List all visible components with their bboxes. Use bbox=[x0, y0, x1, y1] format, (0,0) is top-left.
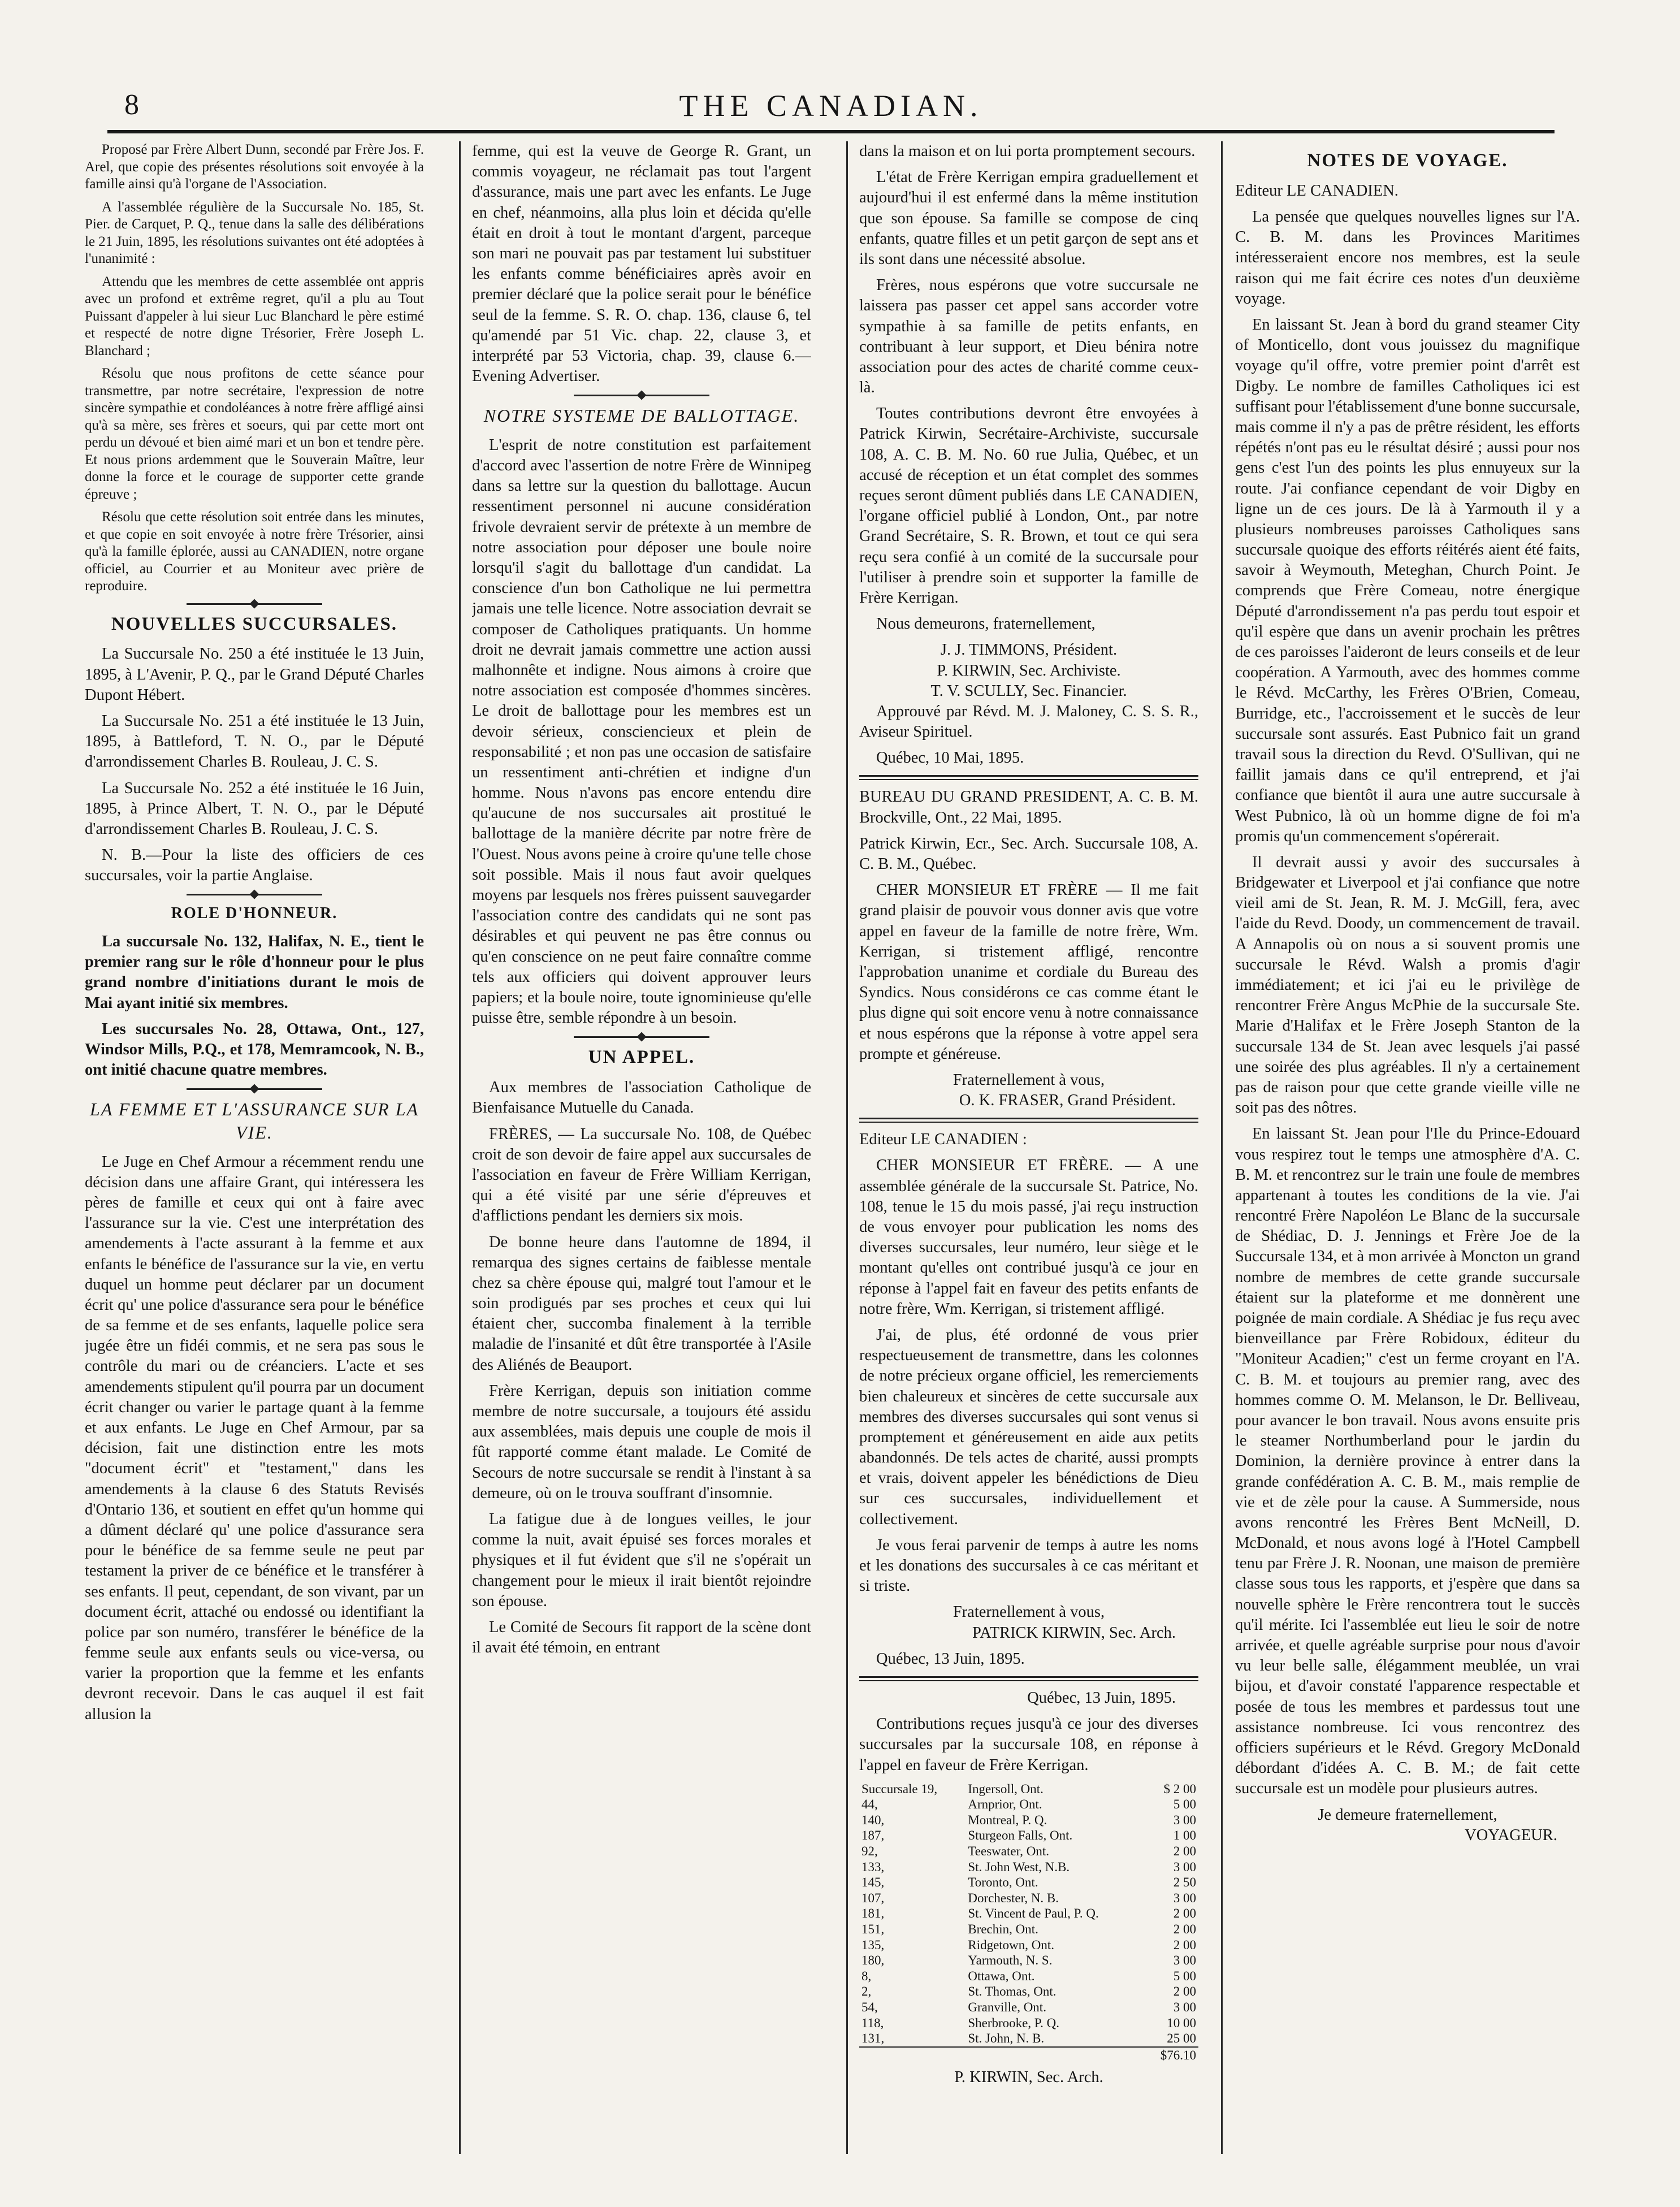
contribution-place: Sturgeon Falls, Ont. bbox=[968, 1828, 1073, 1843]
contribution-no: 44, bbox=[861, 1797, 878, 1812]
contribution-row bbox=[859, 1984, 1198, 2000]
paragraph: Approuvé par Révd. M. J. Maloney, C. S. S. R., Aviseur Spirituel. bbox=[859, 702, 1198, 741]
paragraph: Le Juge en Chef Armour a récemment rendu une décision dans une affaire Grant, qui intéressera les pères de famille et ceux qui ont à faire avec l'assurance sur la vie. C'est une interprétation des amendements à l'acte assurant à la femme et aux enfants le bénéfice de l'assurance sur la vie, en vertu duquel un homme peut déclarer par un document écrit qu' une police d'assurance sera pour le bénéfice de sa femme et de ses enfants, laquelle police sera jugée être un fidéi commis, et ne sera pas sous le contrôle du mari ou de créanciers. L'acte et ses amendements stipulent qu'il pourra par un document écrit changer ou varier le partage quant à la femme et aux enfants. Le Juge en Chef Armour, par sa décision, fait une distinction entre les mots "document écrit" et "testament," dans les amendements à la clause 6 des Statuts Revisés d'Ontario 136, et soutient en effet qu'un homme qui a dûment déclaré qu' une police d'assurance sera pour le bénéfice de sa femme seule ne peut par testament la priver de ce bénéfice et le transférer à ses enfants. Il peut, cependant, de son vivant, par un document écrit, attaché ou endossé ou identifiant la police par son numéro, transférer le bénéfice de la femme seule aux enfants seuls ou vice-versa, ou varier la proportion que la femme et les enfants devront recevoir. Dans le cas auquel il est fait allusion la bbox=[85, 1153, 424, 1723]
contributions-table bbox=[859, 1781, 1198, 2063]
contribution-no: 118, bbox=[861, 2015, 884, 2030]
contribution-row bbox=[859, 1828, 1198, 1844]
section-heading: UN APPEL. bbox=[588, 1047, 695, 1068]
signature: VOYAGEUR. bbox=[1465, 1826, 1557, 1844]
contribution-place: St. Thomas, Ont. bbox=[968, 1984, 1057, 1999]
contribution-no: 135, bbox=[861, 1937, 885, 1952]
contribution-place: Brechin, Ont. bbox=[968, 1922, 1038, 1937]
page-number: 8 bbox=[124, 89, 139, 121]
paragraph: Résolu que nous profitons de cette séance pour transmettre, par notre secrétaire, l'expression de notre sincère sympathie et condoléances à notre frère affligé ainsi qu'à sa mère, ses frères et soeurs, qui par cette mort ont perdu un dévoué et bien aimé mari et un bon et tendre père. Et nous prions ardemment que le Souverain Maître, leur donne la force et le courage de supporter cette grande épreuve ; bbox=[85, 366, 424, 502]
contribution-amt: 2 00 bbox=[1173, 1922, 1196, 1937]
double-rule bbox=[859, 1118, 1198, 1123]
signature: P. KIRWIN, Sec. Arch. bbox=[954, 2068, 1103, 2087]
contribution-row bbox=[859, 1890, 1198, 1906]
column-rule bbox=[459, 141, 461, 2154]
paragraph: La Succursale No. 252 a été instituée le 16 Juin, 1895, à Prince Albert, T. N. O., par le Député d'arrondissement Charles B. Rouleau, J. C. S. bbox=[85, 779, 424, 838]
contribution-row bbox=[859, 1937, 1198, 1953]
signature: Fraternellement à vous, bbox=[952, 1603, 1105, 1621]
total-row bbox=[859, 2047, 1198, 2063]
paragraph: Attendu que les membres de cette assemblée ont appris avec un profond et extrême regret, qu'il a plu au Tout Puissant d'appeler à lui sieur Luc Blanchard le père estimé et respecté de notre digne Trésorier, Frère Joseph L. Blanchard ; bbox=[85, 274, 424, 358]
paragraph: En laissant St. Jean pour l'Ile du Prince-Edouard vous respirez tout le temps une atmosphère d'A. C. B. M. et rencontrez sur le train une foule de membres appartenant à toutes les conditions de la vie. J'ai rencontré Frère Napoléon Le Blanc de la succursale de Shédiac, D. J. Jennings et Frère Joe de la Succursale 134, et à mon arrivée à Moncton un grand nombre de membres de cette grande succursale étaient sur la plateforme et me donnèrent une poignée de main cordiale. A Shédiac je fus reçu avec bienveillance par Frère Robidoux, éditeur du "Moniteur Acadien;" c'est un ferme croyant en l'A. C. B. M. et toujours au premier rang, avec des hommes comme O. M. Melanson, le Dr. Belliveau, pour avancer le bon travail. Nous avons ensuite pris le steamer Northumberland pour le jardin du Dominion, la dernière province à entrer dans la grande confédération A. C. B. M., mais remplie de vie et de zèle pour la cause. A Summerside, nous avons rencontré les Frères Bent McNeill, D. McDonald, et nous avons logé à l'Hotel Campbell tenu par Frère J. R. Noonan, une maison de première classe sous tous les rapports, et j'espère que dans sa nouvelle sphère le Frère rencontrera tout le succès qu'il mérite. Ici l'assemblée eut lieu le soir de notre arrivée, et quelle agréable surprise pour nous d'avoir vu leur belle salle, élégamment meublée, un vrai bijou, et d'avoir constaté l'apparence respectable et posée de tous les membres et pardessus tout une assistance nombreuse. Ici vous rencontrez des officiers supérieurs et le Révd. Gregory McDonald débordant d'idées A. C. B. M.; de fait cette succursale est un modèle pour plusieurs autres. bbox=[1235, 1125, 1580, 1798]
paragraph: femme, qui est la veuve de George R. Grant, un commis voyageur, ne réclamait pas tout l'argent d'assurance, mais une part avec les enfants. Le Juge en chef, néanmoins, alla plus loin et décida qu'elle était en droit à tout le montant d'argent, parceque son mari ne pouvait pas par testament lui substituer les enfants comme bénéficiaires après avoir en premier déclaré que la police serait pour le bénéfice seul de la femme. S. R. O. chap. 136, clause 6, tel qu'amendé par 51 Vic. chap. 22, clause 3, et interprété par 53 Victoria, chap. 39, clause 6.—Evening Advertiser. bbox=[472, 142, 811, 386]
paragraph: dans la maison et on lui porta promptement secours. bbox=[859, 142, 1196, 160]
paragraph: Toutes contributions devront être envoyées à Patrick Kirwin, Secrétaire-Archiviste, succursale 108, A. C. B. M. No. 60 rue Julia, Québec, et un accusé de réception et un état complet des sommes reçues seront dûment publiés dans LE CANADIEN, l'organe officiel publié à London, Ont., par notre Grand Secrétaire, S. R. Brown, et tout ce qui sera reçu sera confié à un comité de la succursale pour l'utiliser à prendre soin et supporter la famille de Frère Kerrigan. bbox=[859, 405, 1198, 607]
column-3 bbox=[859, 141, 1198, 2154]
contribution-place: St. John, N. B. bbox=[968, 2031, 1045, 2046]
paragraph: CHER MONSIEUR ET FRÈRE. — A une assemblée générale de la succursale St. Patrice, No. 108, tenue le 15 du mois passé, j'ai reçu instruction de vous envoyer pour publication les noms des diverses succursales, leur numéro, leur siège et le montant qu'elles ont contribué jusqu'à ce jour en réponse à l'appel fait en faveur des petits enfants de notre frère, Wm. Kerrigan, si tristement affligé. bbox=[859, 1157, 1198, 1318]
paragraph: Patrick Kirwin, Ecr., Sec. Arch. Succursale 108, A. C. B. M., Québec. bbox=[859, 834, 1198, 873]
contribution-no: 145, bbox=[861, 1875, 885, 1890]
paragraph: Résolu que cette résolution soit entrée dans les minutes, et que copie en soit envoyée à notre frère Trésorier, ainsi qu'à la famille éplorée, aussi au CANADIEN, notre organe officiel, au Courrier et au Moniteur avec prière de reproduire. bbox=[85, 509, 424, 594]
separator bbox=[187, 603, 322, 605]
contribution-no: 131, bbox=[861, 2031, 885, 2046]
contribution-row bbox=[859, 1812, 1198, 1828]
contribution-row bbox=[859, 1859, 1198, 1875]
paragraph: Les succursales No. 28, Ottawa, Ont., 127, Windsor Mills, P.Q., et 178, Memramcook, N. B., ont initié chacune quatre membres. bbox=[85, 1020, 424, 1079]
contribution-amt: 2 00 bbox=[1173, 1984, 1196, 1999]
section-heading: NOUVELLES SUCCURSALES. bbox=[111, 613, 398, 634]
contribution-amt: 3 00 bbox=[1173, 1812, 1196, 1827]
contribution-no: 151, bbox=[861, 1922, 885, 1937]
contribution-place: Ridgetown, Ont. bbox=[968, 1937, 1055, 1952]
contribution-place: Teeswater, Ont. bbox=[968, 1844, 1050, 1859]
masthead bbox=[107, 85, 1555, 133]
contribution-no: 107, bbox=[861, 1890, 885, 1905]
paragraph: Le Comité de Secours fit rapport de la scène dont il avait été témoin, en entrant bbox=[472, 1618, 811, 1657]
contribution-place: Sherbrooke, P. Q. bbox=[968, 2015, 1059, 2030]
contribution-row bbox=[859, 1797, 1198, 1812]
paragraph: La Succursale No. 250 a été instituée le 13 Juin, 1895, à L'Avenir, P. Q., par le Grand Député Charles Dupont Hébert. bbox=[85, 645, 424, 704]
signature: Fraternellement à vous, bbox=[952, 1071, 1105, 1089]
paragraph: A l'assemblée régulière de la Succursale No. 185, St. Pier. de Carquet, P. Q., tenue dans la salle des délibérations le 21 Juin, 1895, les résolutions suivantes ont été adoptées à l'unanimité : bbox=[85, 199, 424, 266]
contribution-amt: 25 00 bbox=[1167, 2031, 1196, 2046]
separator bbox=[187, 894, 322, 895]
contribution-no: 180, bbox=[861, 1953, 885, 1968]
contribution-no: 92, bbox=[861, 1844, 878, 1859]
contribution-amt: 3 00 bbox=[1173, 1890, 1196, 1905]
paragraph: La Succursale No. 251 a été instituée le 13 Juin, 1895, à Battleford, T. N. O., par le Député d'arrondissement Charles B. Rouleau, J. C. S. bbox=[85, 712, 424, 771]
contribution-amt: 2 00 bbox=[1173, 1844, 1196, 1859]
paragraph: Proposé par Frère Albert Dunn, secondé par Frère Jos. F. Arel, que copie des présentes résolutions soit envoyée à la famille ainsi qu'à l'organe de l'Association. bbox=[85, 142, 424, 192]
contribution-amt: 3 00 bbox=[1173, 1953, 1196, 1968]
section-heading: LA FEMME ET L'ASSURANCE SUR LA VIE. bbox=[89, 1099, 419, 1143]
contribution-no: 187, bbox=[861, 1828, 885, 1843]
paragraph: La succursale No. 132, Halifax, N. E., tient le premier rang sur le rôle d'honneur pour le plus grand nombre d'initiations durant le mois de Mai ayant initié six membres. bbox=[85, 933, 424, 1012]
paragraph: BUREAU DU GRAND PRESIDENT, A. C. B. M. Brockville, Ont., 22 Mai, 1895. bbox=[859, 788, 1198, 826]
paragraph: Contributions reçues jusqu'à ce jour des diverses succursales par la succursale 108, en réponse à l'appel en faveur de Frère Kerrigan. bbox=[859, 1715, 1198, 1774]
column-2 bbox=[472, 141, 811, 2154]
paragraph: J'ai, de plus, été ordonné de vous prier respectueusement de transmettre, dans les colonnes de notre précieux organe officiel, les remerciements bien chaleureux et sincères de cette succursale aux membres des diverses succursales qui sont venus si promptement et généreusement en aide aux petits abandonnés. De tels actes de charité, aussi prompts et vrais, doivent appeler les bénédictions de Dieu sur ces succursales, individuellement et collectivement. bbox=[859, 1326, 1198, 1528]
contribution-row bbox=[859, 2000, 1198, 2015]
contribution-no: 8, bbox=[861, 1968, 872, 1983]
paragraph: L'esprit de notre constitution est parfaitement d'accord avec l'assertion de notre Frère de Winnipeg dans sa lettre sur la question du ballottage. Aucun ressentiment personnel ni aucune considération frivole devraient servir de prétexte à un membre de notre association pour déposer une boule noire lorsqu'il s'agit du ballottage d'un candidat. La conscience d'un bon Catholique ne lui permettra jamais une telle licence. Notre association devrait se composer de Catholiques pratiquants. Un homme droit ne devrait jamais commettre une action aussi malhonnête et indigne. Nous aimons à croire que notre association est composée d'hommes sincères. Le droit de ballottage pour les membres est un devoir sérieux, consciencieux et plein de responsabilité ; et non pas une occasion de satisfaire un ressentiment anti-chrétien et indigne d'un homme. Nous n'avons pas encore entendu dire qu'aucune de nos succursales ait prostitué le ballottage de la manière décrite par notre frère de l'Ouest. Nous avons peine à croire qu'une telle chose soit possible. Mais il nous faut avoir quelques moyens par lesquels nos frères puissent sauvegarder l'association contre des candidats qui ne sont pas désirables et qui peuvent ne pas être connus ou qu'en conscience on ne peut faire connaître comme tels aux officiers qui doivent approuver leurs papiers; et la boule noire, toute ignominieuse qu'elle puisse être, semble répondre à un besoin. bbox=[472, 436, 811, 1027]
contribution-row bbox=[859, 1906, 1198, 1922]
section-heading: NOTRE SYSTEME DE BALLOTTAGE. bbox=[483, 405, 800, 426]
paragraph: L'état de Frère Kerrigan empira graduellement et aujourd'hui il est enfermé dans la même institution que son épouse. Sa famille se compose de cinq enfants, quatre filles et un petit garçon de sept ans et ils sont dans une nécessité absolue. bbox=[859, 168, 1198, 268]
paragraph: En laissant St. Jean à bord du grand steamer City of Monticello, dont vous jouissez du magnifique voyage qu'il offre, votre premier point d'arrêt est Digby. Le nombre de familles Catholiques ici est suffisant pour l'établissement d'une bonne succursale, mais comme il n'y a pas de prêtre résident, les efforts répétés n'ont pas eu le résultat désiré ; aussi pour nos gens c'est l'un des points les plus ennuyeux sur la route. J'ai confiance cependant de voir Digby en ligne un de ces jours. De là à Yarmouth il y a plusieurs nombreuses paroisses Catholiques sans succursale quoique des efforts réitérés aient été faits, savoir à Weymouth, Meteghan, Church Point. Je comprends que Frère Comeau, notre énergique Député d'arrondissement n'a pas perdu tout espoir et qu'il espère que dans un avenir prochain les prêtres de ces paroisses l'aideront de leurs conseils et de leur coopération. A Yarmouth, avec des hommes comme le Révd. McCarthy, les Frères O'Brien, Comeau, Burridge, etc., l'accroissement et le succès de leur succursale sont assurés. East Pubnico fait un grand travail sous la direction du Revd. O'Sullivan, qui ne faillit jamais dans ce qu'il entreprend, et j'ai confiance que bientôt il aura une autre succursale à West Pubnico, là où un homme digne de foi m'a promis qu'un commencement s'opérerait. bbox=[1235, 316, 1580, 845]
total-amount: $76.10 bbox=[1145, 2047, 1198, 2063]
contribution-amt: 5 00 bbox=[1173, 1797, 1196, 1812]
contribution-row bbox=[859, 1922, 1198, 1937]
paragraph: N. B.—Pour la liste des officiers de ces succursales, voir la partie Anglaise. bbox=[85, 846, 424, 885]
contribution-place: Arnprior, Ont. bbox=[968, 1797, 1042, 1812]
paragraph: CHER MONSIEUR ET FRÈRE — Il me fait grand plaisir de pouvoir vous donner avis que votre appel en faveur de la famille de notre frère, Wm. Kerrigan, si tristement affligé, rencontre l'approbation unanime et cordiale du Bureau des Syndics. Nous considérons ce cas comme étant le plus digne qui soit encore venu à notre connaissance et nous espérons que la réponse à votre appel sera prompte et généreuse. bbox=[859, 881, 1198, 1063]
column-1 bbox=[85, 141, 424, 2154]
contribution-amt: 3 00 bbox=[1173, 1859, 1196, 1874]
paragraph: Québec, 13 Juin, 1895. bbox=[876, 1650, 1025, 1668]
contribution-place: St. Vincent de Paul, P. Q. bbox=[968, 1906, 1099, 1921]
paragraph: Aux membres de l'association Catholique de Bienfaisance Mutuelle du Canada. bbox=[472, 1079, 811, 1117]
contribution-row bbox=[859, 1875, 1198, 1890]
double-rule bbox=[859, 775, 1198, 780]
separator bbox=[574, 1036, 709, 1038]
column-rule bbox=[846, 141, 848, 2154]
signature: PATRICK KIRWIN, Sec. Arch. bbox=[972, 1624, 1176, 1642]
contribution-amt: 3 00 bbox=[1173, 2000, 1196, 2014]
paragraph: Il devrait aussi y avoir des succursales à Bridgewater et Liverpool et j'ai confiance que notre vieil ami de St. Jean, R. M. J. McGill, fera, avec l'aide du Revd. Doody, un commencement de travail. A Annapolis où on nous a si souvent promis une succursale le Révd. Walsh a promis d'agir immédiatement; et ici j'ai eu le privilège de rencontrer Frère Angus McPhie de la succursale Ste. Marie d'Halifax et le Frère Joseph Stanton de la succursale 134 de St. Jean avec lesquels j'ai passé une soirée des plus agréables. Il n'y a certainement pas de raison pour que cette grande vieille ville ne soit pas des nôtres. bbox=[1235, 853, 1580, 1117]
double-rule bbox=[859, 1676, 1198, 1681]
paragraph: Frère Kerrigan, depuis son initiation comme membre de notre succursale, a toujours été assidu aux assemblées, mais depuis une couple de mois il fût rapporté comme étant malade. Le Comité de Secours de notre succursale se rendit à l'instant à sa demeure, où on le trouva souffrant d'insomnie. bbox=[472, 1382, 811, 1502]
contribution-no: Succursale 19, bbox=[861, 1781, 938, 1796]
paragraph: La fatigue due à de longues veilles, le jour comme la nuit, avait épuisé ses forces morales et physiques et il fut évident que s'il ne s'opérait un changement pour le mieux il irait bientôt rejoindre son épouse. bbox=[472, 1510, 811, 1610]
contribution-row bbox=[859, 1968, 1198, 1984]
contribution-no: 2, bbox=[861, 1984, 872, 1999]
separator bbox=[187, 1088, 322, 1090]
column-rule bbox=[1221, 141, 1223, 2154]
dateline: Québec, 13 Juin, 1895. bbox=[1027, 1689, 1176, 1707]
contribution-row bbox=[859, 2015, 1198, 2031]
paragraph: Editeur LE CANADIEN : bbox=[859, 1131, 1027, 1149]
contribution-no: 54, bbox=[861, 2000, 878, 2014]
separator bbox=[574, 395, 709, 396]
contribution-no: 133, bbox=[861, 1859, 885, 1874]
paragraph: Editeur LE CANADIEN. bbox=[1235, 181, 1398, 200]
contribution-row bbox=[859, 1953, 1198, 1968]
section-heading: NOTES DE VOYAGE. bbox=[1307, 150, 1508, 171]
contribution-amt: 2 50 bbox=[1173, 1875, 1196, 1890]
signature: T. V. SCULLY, Sec. Financier. bbox=[930, 682, 1127, 700]
contribution-place: Montreal, P. Q. bbox=[968, 1812, 1047, 1827]
column-4 bbox=[1235, 141, 1580, 2154]
signature: O. K. FRASER, Grand Président. bbox=[959, 1092, 1176, 1110]
paragraph: La pensée que quelques nouvelles lignes sur l'A. C. B. M. dans les Provinces Maritimes intéresseraient encore nos membres, est la seule raison qui me fait écrire ces notes d'un deuxième voyage. bbox=[1235, 208, 1580, 308]
contribution-amt: $ 2 00 bbox=[1163, 1781, 1196, 1796]
paragraph: Nous demeurons, fraternellement, bbox=[876, 615, 1096, 633]
paragraph: Je vous ferai parvenir de temps à autre les noms et les donations des succursales à ce cas méritant et si triste. bbox=[859, 1536, 1198, 1595]
contribution-place: Toronto, Ont. bbox=[968, 1875, 1038, 1890]
contribution-no: 140, bbox=[861, 1812, 885, 1827]
newspaper-title: THE CANADIAN. bbox=[679, 89, 983, 123]
contribution-place: Dorchester, N. B. bbox=[968, 1890, 1059, 1905]
contribution-amt: 10 00 bbox=[1167, 2015, 1196, 2030]
contribution-place: Yarmouth, N. S. bbox=[968, 1953, 1053, 1968]
contribution-amt: 5 00 bbox=[1173, 1968, 1196, 1983]
contribution-amt: 2 00 bbox=[1173, 1937, 1196, 1952]
paragraph: Québec, 10 Mai, 1895. bbox=[876, 749, 1024, 767]
contribution-amt: 2 00 bbox=[1173, 1906, 1196, 1921]
signature: J. J. TIMMONS, Président. bbox=[940, 641, 1118, 659]
section-heading: ROLE D'HONNEUR. bbox=[171, 905, 338, 923]
contribution-place: St. John West, N.B. bbox=[968, 1859, 1070, 1874]
contribution-place: Granville, Ont. bbox=[968, 2000, 1046, 2014]
paragraph: Frères, nous espérons que votre succursale ne laissera pas passer cet appel sans accorder votre sympathie à sa famille de petits enfants, en contribuant à leur support, et Dieu bénira notre association pour des actes de charité comme ceux-là. bbox=[859, 276, 1198, 397]
signature: Je demeure fraternellement, bbox=[1318, 1806, 1497, 1824]
contribution-place: Ingersoll, Ont. bbox=[968, 1781, 1043, 1796]
contribution-amt: 1 00 bbox=[1173, 1828, 1196, 1843]
signature: P. KIRWIN, Sec. Archiviste. bbox=[937, 661, 1121, 680]
contribution-row bbox=[859, 2031, 1198, 2047]
contribution-row bbox=[859, 1844, 1198, 1859]
paragraph: De bonne heure dans l'automne de 1894, il remarqua des signes certains de faiblesse mentale chez sa chère épouse qui, malgré tout l'amour et le soin prodigués par ses proches et ceux qui lui étaient cher, succomba finalement à la terrible maladie de l'insanité et dût être transportée à l'Asile des Aliénés de Beauport. bbox=[472, 1233, 811, 1374]
contribution-place: Ottawa, Ont. bbox=[968, 1968, 1035, 1983]
contribution-no: 181, bbox=[861, 1906, 885, 1921]
contribution-row bbox=[859, 1781, 1198, 1797]
paragraph: FRÈRES, — La succursale No. 108, de Québec croit de son devoir de faire appel aux succursales de l'association en faveur de Frère William Kerrigan, qui a été visité par une série d'épreuves et d'afflictions pendant les derniers six mois. bbox=[472, 1125, 811, 1225]
